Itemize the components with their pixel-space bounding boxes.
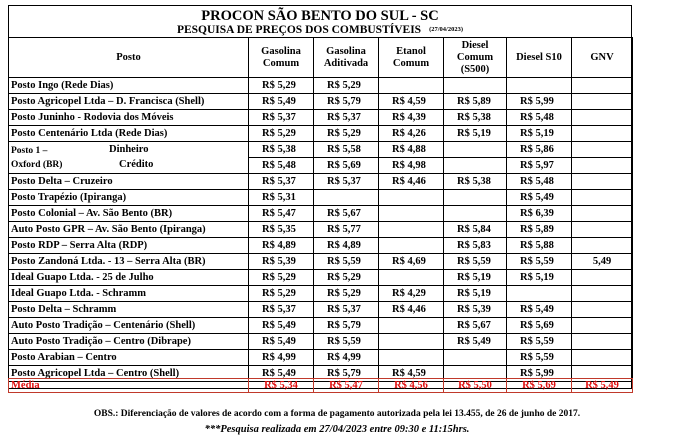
price-gasolina-comum: R$ 5,49 xyxy=(249,94,314,110)
posto-name-cell: Ideal Guapo Ltda. - 25 de Julho xyxy=(9,270,249,286)
price-gnv xyxy=(572,78,633,94)
price-gnv xyxy=(572,158,633,174)
price-gnv xyxy=(572,206,633,222)
price-gnv xyxy=(572,142,633,158)
payment-method-dinheiro: Dinheiro xyxy=(109,144,149,155)
price-gasolina-aditivada: R$ 5,58 xyxy=(314,142,379,158)
price-diesel-comum: R$ 5,84 xyxy=(444,222,507,238)
price-gasolina-comum: R$ 5,49 xyxy=(249,366,314,382)
price-gnv xyxy=(572,302,633,318)
price-etanol: R$ 4,39 xyxy=(379,110,444,126)
price-gnv xyxy=(572,110,633,126)
price-diesel-comum: R$ 5,89 xyxy=(444,94,507,110)
col-header-posto: Posto xyxy=(9,38,249,78)
price-gasolina-comum: R$ 5,29 xyxy=(249,270,314,286)
subtitle-text: PESQUISA DE PREÇOS DOS COMBUSTÍVEIS xyxy=(176,24,422,36)
price-diesel-comum: R$ 5,83 xyxy=(444,238,507,254)
posto-name-cell: Posto Trapézio (Ipiranga) xyxy=(9,190,249,206)
table-row xyxy=(9,270,633,286)
price-diesel-comum: R$ 5,38 xyxy=(444,110,507,126)
price-gasolina-comum: R$ 5,38 xyxy=(249,142,314,158)
price-gnv xyxy=(572,190,633,206)
col-header-gnv: GNV xyxy=(572,38,633,78)
price-diesel-s10: R$ 5,49 xyxy=(507,302,572,318)
price-diesel-comum xyxy=(444,350,507,366)
price-gasolina-comum: R$ 5,49 xyxy=(249,318,314,334)
price-gasolina-aditivada: R$ 5,59 xyxy=(314,254,379,270)
price-gnv xyxy=(572,238,633,254)
price-diesel-comum: R$ 5,67 xyxy=(444,318,507,334)
price-gasolina-aditivada: R$ 5,29 xyxy=(314,286,379,302)
price-gnv xyxy=(572,126,633,142)
price-etanol xyxy=(379,206,444,222)
price-gasolina-aditivada: R$ 5,29 xyxy=(314,78,379,94)
price-diesel-s10: R$ 5,48 xyxy=(507,174,572,190)
price-gasolina-comum: R$ 5,37 xyxy=(249,110,314,126)
price-etanol xyxy=(379,238,444,254)
table-header-row xyxy=(9,38,633,78)
price-gnv xyxy=(572,94,633,110)
table-row xyxy=(9,206,633,222)
table-row xyxy=(9,302,633,318)
col-header-diesel-comum: Diesel Comum (S500) xyxy=(444,38,507,78)
table-row xyxy=(9,94,633,110)
price-gasolina-comum: R$ 5,29 xyxy=(249,126,314,142)
price-gasolina-comum: R$ 5,39 xyxy=(249,254,314,270)
price-gasolina-comum: R$ 5,29 xyxy=(249,286,314,302)
price-diesel-s10: R$ 5,69 xyxy=(507,318,572,334)
table-row xyxy=(9,142,633,158)
posto-name-cell: Posto Zandoná Ltda. - 13 – Serra Alta (BR) xyxy=(9,254,249,270)
price-diesel-s10: R$ 5,49 xyxy=(507,190,572,206)
table-row xyxy=(9,238,633,254)
price-gasolina-aditivada: R$ 5,37 xyxy=(314,110,379,126)
posto-name-cell: Posto Centenário Ltda (Rede Dias) xyxy=(9,126,249,142)
price-gasolina-aditivada: R$ 4,99 xyxy=(314,350,379,366)
price-diesel-comum: R$ 5,19 xyxy=(444,270,507,286)
price-etanol: R$ 4,98 xyxy=(379,158,444,174)
price-etanol xyxy=(379,350,444,366)
price-diesel-comum: R$ 5,49 xyxy=(444,334,507,350)
price-etanol xyxy=(379,190,444,206)
price-diesel-s10: R$ 5,89 xyxy=(507,222,572,238)
price-etanol: R$ 4,59 xyxy=(379,366,444,382)
table-row xyxy=(9,334,633,350)
price-gasolina-aditivada: R$ 5,79 xyxy=(314,366,379,382)
price-gasolina-aditivada: R$ 5,59 xyxy=(314,334,379,350)
price-gnv xyxy=(572,270,633,286)
price-gasolina-comum: R$ 5,48 xyxy=(249,158,314,174)
price-diesel-s10: R$ 5,59 xyxy=(507,254,572,270)
price-etanol: R$ 4,29 xyxy=(379,286,444,302)
price-etanol: R$ 4,88 xyxy=(379,142,444,158)
table-row xyxy=(9,254,633,270)
posto-name-cell: Posto RDP – Serra Alta (RDP) xyxy=(9,238,249,254)
price-etanol: R$ 4,26 xyxy=(379,126,444,142)
media-etanol: R$ 4,56 xyxy=(379,379,444,393)
price-gasolina-comum: R$ 5,37 xyxy=(249,302,314,318)
price-gasolina-aditivada: R$ 5,37 xyxy=(314,302,379,318)
price-diesel-comum xyxy=(444,206,507,222)
price-diesel-comum: R$ 5,39 xyxy=(444,302,507,318)
posto-name-cell: Posto Ingo (Rede Dias) xyxy=(9,78,249,94)
media-label: Média xyxy=(9,379,249,393)
price-etanol xyxy=(379,318,444,334)
price-diesel-s10: R$ 5,86 xyxy=(507,142,572,158)
price-diesel-comum: R$ 5,38 xyxy=(444,174,507,190)
price-etanol xyxy=(379,334,444,350)
table-row xyxy=(9,222,633,238)
price-diesel-s10: R$ 5,19 xyxy=(507,270,572,286)
media-row-table xyxy=(8,378,633,393)
price-gasolina-aditivada: R$ 5,79 xyxy=(314,94,379,110)
price-gasolina-aditivada: R$ 4,89 xyxy=(314,238,379,254)
table-row xyxy=(9,78,633,94)
price-gasolina-comum: R$ 5,29 xyxy=(249,78,314,94)
price-diesel-s10: R$ 5,99 xyxy=(507,366,572,382)
price-diesel-comum xyxy=(444,158,507,174)
price-gnv xyxy=(572,318,633,334)
price-diesel-comum xyxy=(444,78,507,94)
table-row xyxy=(9,126,633,142)
price-diesel-comum: R$ 5,59 xyxy=(444,254,507,270)
posto-name-cell: Auto Posto Tradição – Centenário (Shell) xyxy=(9,318,249,334)
price-gasolina-comum: R$ 5,47 xyxy=(249,206,314,222)
price-diesel-s10: R$ 5,59 xyxy=(507,334,572,350)
price-gasolina-aditivada: R$ 5,77 xyxy=(314,222,379,238)
price-diesel-comum xyxy=(444,190,507,206)
table-row xyxy=(9,110,633,126)
price-diesel-s10 xyxy=(507,286,572,302)
price-gasolina-aditivada: R$ 5,29 xyxy=(314,270,379,286)
col-header-gasolina-comum: Gasolina Comum xyxy=(249,38,314,78)
posto-1-line2: Oxford (BR) xyxy=(11,159,63,170)
price-diesel-s10: R$ 5,48 xyxy=(507,110,572,126)
price-gasolina-comum: R$ 5,35 xyxy=(249,222,314,238)
posto-name-cell: Posto Colonial – Av. São Bento (BR) xyxy=(9,206,249,222)
table-row xyxy=(9,318,633,334)
price-etanol xyxy=(379,270,444,286)
price-diesel-comum xyxy=(444,142,507,158)
price-gasolina-aditivada: R$ 5,79 xyxy=(314,318,379,334)
price-diesel-s10: R$ 6,39 xyxy=(507,206,572,222)
price-gasolina-aditivada: R$ 5,37 xyxy=(314,174,379,190)
price-gasolina-aditivada xyxy=(314,190,379,206)
posto-name-cell: Ideal Guapo Ltda. - Schramm xyxy=(9,286,249,302)
posto-name-cell: Posto Delta – Schramm xyxy=(9,302,249,318)
price-etanol: R$ 4,69 xyxy=(379,254,444,270)
price-table xyxy=(8,37,633,382)
media-gasolina-aditivada: R$ 5,47 xyxy=(314,379,379,393)
media-diesel-comum: R$ 5,50 xyxy=(444,379,507,393)
posto-name-cell: Posto Delta – Cruzeiro xyxy=(9,174,249,190)
report-subtitle xyxy=(8,23,632,37)
col-header-diesel-s10: Diesel S10 xyxy=(507,38,572,78)
price-gasolina-comum: R$ 5,49 xyxy=(249,334,314,350)
price-etanol: R$ 4,46 xyxy=(379,302,444,318)
price-gasolina-comum: R$ 4,89 xyxy=(249,238,314,254)
price-etanol: R$ 4,46 xyxy=(379,174,444,190)
price-etanol xyxy=(379,78,444,94)
price-gasolina-comum: R$ 5,37 xyxy=(249,174,314,190)
price-diesel-s10: R$ 5,59 xyxy=(507,350,572,366)
price-gasolina-comum: R$ 5,31 xyxy=(249,190,314,206)
price-diesel-comum: R$ 5,19 xyxy=(444,286,507,302)
price-gnv xyxy=(572,222,633,238)
footer-note: ***Pesquisa realizada em 27/04/2023 entre 09:30 e 11:15hrs. xyxy=(204,424,470,435)
price-gnv xyxy=(572,334,633,350)
price-diesel-s10 xyxy=(507,78,572,94)
price-gnv xyxy=(572,174,633,190)
posto-name-cell: Auto Posto GPR – Av. São Bento (Ipiranga) xyxy=(9,222,249,238)
table-row xyxy=(9,286,633,302)
price-gasolina-aditivada: R$ 5,69 xyxy=(314,158,379,174)
col-header-etanol-comum: Etanol Comum xyxy=(379,38,444,78)
price-gasolina-comum: R$ 4,99 xyxy=(249,350,314,366)
posto-1-line1: Posto 1 – xyxy=(11,145,48,156)
price-etanol xyxy=(379,222,444,238)
table-row xyxy=(9,190,633,206)
posto-name-cell: Posto Agricopel Ltda – Centro (Shell) xyxy=(9,366,249,382)
price-gnv: 5,49 xyxy=(572,254,633,270)
payment-method-credito: Crédito xyxy=(119,159,154,170)
media-diesel-s10: R$ 5,69 xyxy=(507,379,572,393)
footer-obs: OBS.: Diferenciação de valores de acordo com a forma de pagamento autorizada pela lei 13.455, de 26 de junho de 2017. xyxy=(93,409,581,419)
posto-name-cell xyxy=(9,142,249,174)
media-gnv: R$ 5,49 xyxy=(572,379,633,393)
posto-name-cell: Posto Agricopel Ltda – D. Francisca (Shell) xyxy=(9,94,249,110)
price-gnv xyxy=(572,286,633,302)
posto-name-cell: Auto Posto Tradição – Centro (Dibrape) xyxy=(9,334,249,350)
col-header-gasolina-aditivada: Gasolina Aditivada xyxy=(314,38,379,78)
posto-name-cell: Posto Arabian – Centro xyxy=(9,350,249,366)
price-diesel-s10: R$ 5,19 xyxy=(507,126,572,142)
price-diesel-s10: R$ 5,97 xyxy=(507,158,572,174)
posto-name-cell: Posto Juninho - Rodovia dos Móveis xyxy=(9,110,249,126)
price-diesel-s10: R$ 5,99 xyxy=(507,94,572,110)
price-gnv xyxy=(572,350,633,366)
price-diesel-comum: R$ 5,19 xyxy=(444,126,507,142)
table-row xyxy=(9,174,633,190)
media-row xyxy=(9,379,633,393)
table-row xyxy=(9,350,633,366)
price-gasolina-aditivada: R$ 5,67 xyxy=(314,206,379,222)
price-gasolina-aditivada: R$ 5,29 xyxy=(314,126,379,142)
price-etanol: R$ 4,59 xyxy=(379,94,444,110)
report-title: PROCON SÃO BENTO DO SUL - SC xyxy=(201,8,439,24)
report-date: (27/04/2023) xyxy=(429,26,464,34)
price-diesel-s10: R$ 5,88 xyxy=(507,238,572,254)
media-gasolina-comum: R$ 5,34 xyxy=(249,379,314,393)
